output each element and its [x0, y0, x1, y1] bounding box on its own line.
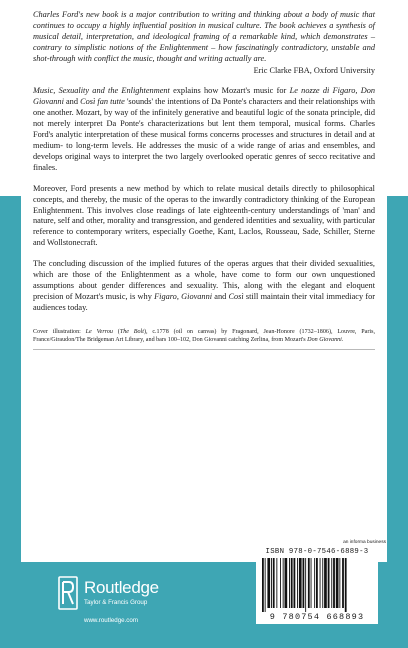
barcode-bar — [299, 558, 302, 608]
routledge-logo-icon — [58, 576, 78, 610]
text-run: and — [63, 97, 81, 107]
text-run: ), c.1778 (oil on canvas) by Fragonard, Jean-Honore (1732–1806), Louvre, Paris, France/Giraudon/The Bridgeman Art Library, and bars 100–102, Don Giovanni catching Zerlina, from Mozart's — [33, 328, 375, 344]
barcode-icon — [260, 558, 374, 612]
opera-title: Giovanni — [181, 291, 213, 301]
barcode-bar — [316, 558, 318, 608]
barcode-bar — [294, 558, 296, 608]
text-run: . — [341, 337, 344, 344]
text-run: ( — [112, 328, 120, 335]
endorsement-attribution: Eric Clarke FBA, Oxford University — [253, 65, 375, 75]
barcode-bar — [267, 558, 270, 608]
text-run: , — [355, 86, 361, 96]
opera-title: Così fan tutte — [80, 97, 125, 107]
opera-title: Don Giovanni — [33, 86, 375, 107]
text-run: still maintain their vital immediacy for audiences today. — [33, 291, 376, 312]
barcode-bar — [283, 558, 284, 608]
description-paragraph-1 — [33, 86, 375, 173]
opera-title: Don Giovanni — [307, 337, 342, 344]
publisher-name: Routledge — [84, 578, 159, 597]
text-run: and — [212, 291, 229, 301]
description-paragraph-2: Moreover, Ford presents a new method by which to relate musical details directly to philosophical concepts, and thereby, the music of the operas to the inwardly contradictory thinking of the European Enlightenment. This involves close readings of late eighteenth-century understandings of 'man' and nature, self and other, morality and transgression, and gendered identities and sexuality, with particular reference to contemporary writers, especially Goethe, Kant, Laclos, Rousseau, Sade, Schiller, Sterne and Wollstonecraft. — [33, 183, 375, 248]
barcode-bar — [311, 558, 312, 608]
barcode-bar — [305, 558, 306, 612]
text-run: explains how Mozart's music for — [169, 86, 290, 96]
barcode-bar — [339, 558, 340, 608]
artwork-title-english: The Bolt — [119, 328, 144, 335]
barcode-bar — [328, 558, 330, 608]
barcode-number: 9 780754 668893 — [269, 612, 365, 622]
isbn-label: ISBN 978-0-7546-6889-3 — [265, 548, 369, 556]
barcode-bar — [297, 558, 298, 608]
artwork-title: Le Verrou — [85, 328, 113, 335]
text-run: The concluding discussion of the implied futures of the operas argues that their divided sexualities, which are those of the Enlightenment as a whole, have come to form our own unquestioned assumptions about gender differences and sexuality. This, along with the elegant and eloquent precision of Mozart's music, is why — [33, 259, 375, 301]
opera-title: Così — [228, 291, 244, 301]
divider — [33, 349, 375, 350]
barcode-bar — [333, 558, 335, 608]
publisher-url: www.routledge.com — [84, 617, 138, 624]
opera-title: Figaro — [154, 291, 177, 301]
text-run: Cover illustration: — [33, 328, 86, 335]
barcode-bar — [303, 558, 305, 608]
barcode-bar — [320, 558, 321, 608]
barcode-bar — [291, 558, 293, 608]
barcode-bar — [280, 558, 281, 608]
text-run: , — [176, 291, 182, 301]
barcode-bar — [331, 558, 332, 608]
barcode-bar — [285, 558, 288, 608]
barcode-bar — [336, 558, 339, 608]
barcode-bar — [345, 558, 347, 612]
text-panel — [21, 0, 387, 562]
barcode-bar — [308, 558, 310, 608]
opera-title: Le nozze di Figaro — [289, 86, 356, 96]
barcode-bar — [276, 558, 277, 608]
barcode-bar — [324, 558, 327, 608]
barcode-bar — [273, 558, 275, 608]
barcode-bar — [342, 558, 344, 608]
informa-tagline: an informa business — [343, 540, 386, 545]
text-run: 'sounds' the intentions of Da Ponte's characters and their relationships with one another. Mozart, by way of the infinitely generative and beautiful logic of the sonata principle, did not merely interpret Da Ponte's characterizations but lent them temporal, musical forms. Charles Ford's analytic interpretation of these musical forms concerns processes and structures in detail and at medium- to long-term levels. He addresses the music of a wide range of arias and ensembles, and develops original ways to interpret the two largely overlooked operatic genres of secco recitative and finales. — [33, 97, 375, 172]
description-paragraph-3 — [33, 259, 375, 314]
publisher-block — [58, 574, 238, 634]
publisher-group: Taylor & Francis Group — [84, 599, 148, 606]
book-title: Music, Sexuality and the Enlightenment — [33, 86, 170, 96]
barcode-bar — [322, 558, 323, 608]
barcode-bar — [262, 558, 264, 612]
endorsement-quote: Charles Ford's new book is a major contribution to writing and thinking about a body of music that continues to occupy a highly influential position in musical culture. The book achieves a synthesis of musical detail, interpretation, and ideological framing of a remarkable kind, which demonstrates – contrary to simplistic notions of the Enlightenment – how fascinatingly contradictory, unstable and shot-through with conflict the music, thought and writing actually are. — [33, 10, 375, 63]
barcode-bar — [289, 558, 290, 608]
barcode-bar — [265, 558, 266, 612]
barcode-bar — [271, 558, 272, 608]
barcode-bar — [314, 558, 315, 608]
barcode-box — [256, 548, 378, 624]
cover-illustration-credit — [33, 328, 375, 345]
